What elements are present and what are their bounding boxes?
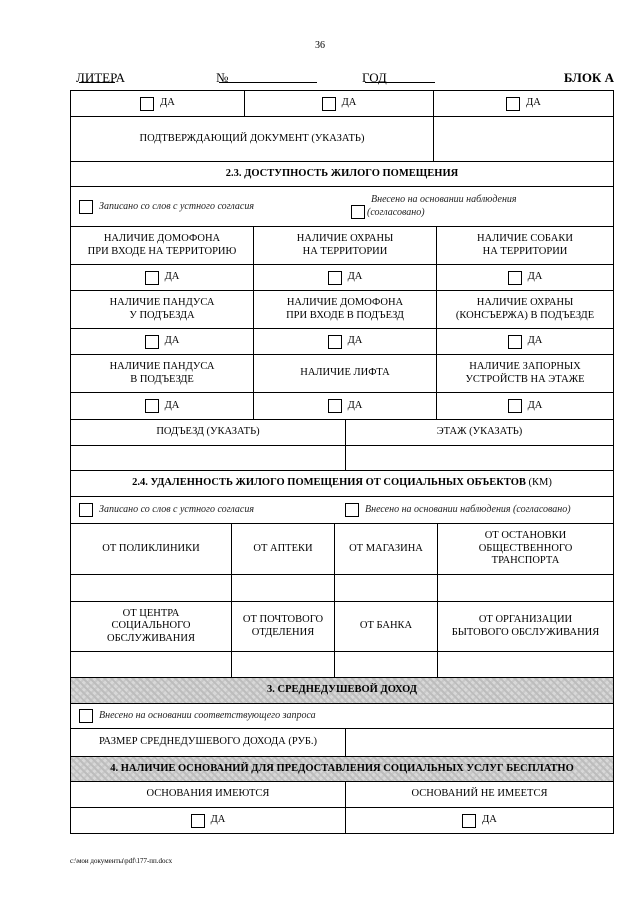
dog-territory-label: НАЛИЧИЕ СОБАКИ НА ТЕРРИТОРИИ <box>436 227 613 264</box>
page-number: 36 <box>315 40 325 51</box>
grounds-labels-row <box>70 782 614 808</box>
pharmacy-label: ОТ АПТЕКИ <box>231 524 334 574</box>
grounds-exist-label: ОСНОВАНИЯ ИМЕЮТСЯ <box>146 788 270 800</box>
floor-specify-label: ЭТАЖ (УКАЗАТЬ) <box>345 420 613 445</box>
post-label: ОТ ПОЧТОВОГО ОТДЕЛЕНИЯ <box>231 602 334 651</box>
year-blank[interactable] <box>365 70 435 83</box>
checkbox[interactable] <box>328 335 342 349</box>
checkbox[interactable] <box>140 97 154 111</box>
entrance-labels-row <box>70 291 614 329</box>
distance-labels-row-1 <box>70 524 614 575</box>
transport-field[interactable] <box>437 575 613 601</box>
no-grounds-label: ОСНОВАНИЙ НЕ ИМЕЕТСЯ <box>345 782 613 807</box>
post-field[interactable] <box>231 652 334 677</box>
intercom-territory-label: НАЛИЧИЕ ДОМОФОНА ПРИ ВХОДЕ НА ТЕРРИТОРИЮ <box>87 232 237 257</box>
confirm-doc-field[interactable] <box>433 117 613 161</box>
distance-fields-row-1 <box>70 575 614 602</box>
file-path: c:\мои документы\pdf\177-пп.docx <box>70 857 173 865</box>
section-2-3-header <box>70 162 614 187</box>
section-2-4-header <box>70 471 614 497</box>
checkbox[interactable] <box>506 97 520 111</box>
bank-field[interactable] <box>334 652 437 677</box>
intercom-entrance-label: НАЛИЧИЕ ДОМОФОНА ПРИ ВХОДЕ В ПОДЪЕЗД <box>253 291 436 328</box>
social-center-label: ОТ ЦЕНТРА СОЦИАЛЬНОГО ОБСЛУЖИВАНИЯ <box>107 607 195 644</box>
verbal-consent-label: Записано со слов с устного согласия <box>99 200 254 212</box>
clinic-label: ОТ ПОЛИКЛИНИКИ <box>102 542 200 554</box>
section-3-source-row <box>70 704 614 729</box>
year-label: ГОД <box>362 70 387 85</box>
form-header <box>70 70 614 86</box>
entrance-field[interactable] <box>71 446 345 470</box>
litera-label: ЛИТЕРА <box>76 70 126 85</box>
social-center-field[interactable] <box>71 652 231 677</box>
clinic-field[interactable] <box>71 575 231 601</box>
section-3-title: 3. СРЕДНЕДУШЕВОЙ ДОХОД <box>267 684 417 696</box>
number-blank[interactable] <box>219 70 317 83</box>
checkbox[interactable] <box>328 399 342 413</box>
territory-labels-row <box>70 227 614 265</box>
checkbox[interactable] <box>191 814 205 828</box>
top-yes-row: ДА ДА ДА <box>70 90 614 117</box>
services-label: ОТ ОРГАНИЗАЦИИ БЫТОВОГО ОБСЛУЖИВАНИЯ <box>437 602 613 651</box>
distance-fields-row-2 <box>70 652 614 678</box>
checkbox[interactable] <box>145 271 159 285</box>
entrance-specify-label: ПОДЪЕЗД (УКАЗАТЬ) <box>156 426 260 438</box>
checkbox[interactable] <box>351 205 365 219</box>
section-2-4-source-row <box>70 497 614 524</box>
entrance-floor-labels-row <box>70 420 614 446</box>
distance-labels-row-2 <box>70 602 614 652</box>
observation-label: Внесено на основании наблюдения (согласовано) <box>367 194 517 218</box>
guard-territory-label: НАЛИЧИЕ ОХРАНЫ НА ТЕРРИТОРИИ <box>253 227 436 264</box>
income-row <box>70 729 614 757</box>
inside-yes-row: ДА ДА ДА <box>70 393 614 420</box>
elevator-label: НАЛИЧИЕ ЛИФТА <box>253 355 436 392</box>
entrance-yes-row: ДА ДА ДА <box>70 329 614 355</box>
checkbox[interactable] <box>145 399 159 413</box>
section-2-3-title: 2.3. ДОСТУПНОСТЬ ЖИЛОГО ПОМЕЩЕНИЯ <box>225 167 459 179</box>
locks-floor-label: НАЛИЧИЕ ЗАПОРНЫХ УСТРОЙСТВ НА ЭТАЖЕ <box>436 355 613 392</box>
verbal-consent-label: Записано со слов с устного согласия <box>99 504 254 515</box>
services-field[interactable] <box>437 652 613 677</box>
section-2-4-title: 2.4. УДАЛЕННОСТЬ ЖИЛОГО ПОМЕЩЕНИЯ ОТ СОЦИАЛЬНЫХ ОБЪЕКТОВ <box>132 477 526 489</box>
checkbox[interactable] <box>345 503 359 517</box>
section-3-header <box>70 678 614 704</box>
entrance-floor-fields-row <box>70 446 614 471</box>
confirm-doc-row <box>70 117 614 162</box>
ramp-inside-label: НАЛИЧИЕ ПАНДУСА В ПОДЪЕЗДЕ <box>109 360 215 385</box>
section-4-title: 4. НАЛИЧИЕ ОСНОВАНИЙ ДЛЯ ПРЕДОСТАВЛЕНИЯ СОЦИАЛЬНЫХ УСЛУГ БЕСПЛАТНО <box>110 762 574 774</box>
pharmacy-field[interactable] <box>231 575 334 601</box>
section-2-4-unit: (КМ) <box>528 477 552 489</box>
checkbox[interactable] <box>145 335 159 349</box>
request-label: Внесено на основании соответствующего запроса <box>99 710 316 721</box>
inside-labels-row <box>70 355 614 393</box>
income-size-field[interactable] <box>345 729 613 756</box>
checkbox[interactable] <box>508 271 522 285</box>
ramp-entrance-label: НАЛИЧИЕ ПАНДУСА У ПОДЪЕЗДА <box>109 296 215 321</box>
checkbox[interactable] <box>328 271 342 285</box>
transport-label: ОТ ОСТАНОВКИ ОБЩЕСТВЕННОГО ТРАНСПОРТА <box>437 524 613 574</box>
checkbox[interactable] <box>508 399 522 413</box>
floor-field[interactable] <box>345 446 613 470</box>
grounds-yes-row: ДА ДА <box>70 808 614 834</box>
observation-label: Внесено на основании наблюдения (согласовано) <box>365 504 571 515</box>
shop-label: ОТ МАГАЗИНА <box>334 524 437 574</box>
guard-entrance-label: НАЛИЧИЕ ОХРАНЫ (КОНСЪЕРЖА) В ПОДЪЕЗДЕ <box>436 291 613 328</box>
checkbox[interactable] <box>79 200 93 214</box>
checkbox[interactable] <box>322 97 336 111</box>
bank-label: ОТ БАНКА <box>334 602 437 651</box>
block-label: БЛОК А <box>563 70 614 85</box>
shop-field[interactable] <box>334 575 437 601</box>
litera-blank[interactable] <box>79 70 115 83</box>
section-2-3-source-row <box>70 187 614 227</box>
number-label: № <box>216 70 229 85</box>
checkbox[interactable] <box>79 503 93 517</box>
checkbox[interactable] <box>508 335 522 349</box>
confirm-doc-label: ПОДТВЕРЖДАЮЩИЙ ДОКУМЕНТ (УКАЗАТЬ) <box>139 132 365 144</box>
section-4-header <box>70 757 614 782</box>
territory-yes-row: ДА ДА ДА <box>70 265 614 291</box>
checkbox[interactable] <box>79 709 93 723</box>
income-size-label: РАЗМЕР СРЕДНЕДУШЕВОГО ДОХОДА (РУБ.) <box>98 736 318 748</box>
checkbox[interactable] <box>462 814 476 828</box>
